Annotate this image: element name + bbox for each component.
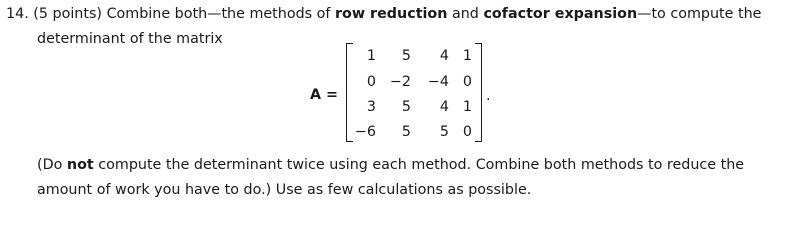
problem-number: 14. [6,6,29,22]
matrix-cell: 0 [462,124,472,140]
cofactor-expansion-term: cofactor expansion [483,6,638,22]
matrix-cell: 4 [439,48,449,64]
problem-line-2: determinant of the matrix [37,31,223,47]
matrix-right-bracket [475,43,482,142]
matrix-cell: 0 [366,74,376,90]
matrix-cell: 5 [401,124,411,140]
problem-text-1e: —to compute the [637,6,762,22]
row-reduction-term: row reduction [335,6,448,22]
problem-line-1 [6,6,761,22]
matrix-cell: 1 [462,48,472,64]
problem-text-1c: and [447,6,484,22]
note-text-1a: (Do [37,157,67,173]
matrix-cell: 5 [401,99,411,115]
matrix-cell: 5 [401,48,411,64]
note-line-1 [37,157,744,173]
note-line-2: amount of work you have to do.) Use as few calculations as possible. [37,182,532,198]
matrix-cell: 3 [366,99,376,115]
not-emphasis: not [66,157,94,173]
problem-text-1a: Combine both—the methods of [106,6,335,22]
matrix-period: . [486,88,491,104]
matrix-cell: −2 [389,74,411,90]
matrix-cell: 0 [462,74,472,90]
matrix-cell: −4 [427,74,449,90]
problem-points: (5 points) [33,6,103,22]
matrix-cell: 4 [439,99,449,115]
matrix-label: A = [310,87,339,103]
matrix-cell: 1 [366,48,376,64]
matrix-cell: −6 [354,124,376,140]
matrix-cell: 1 [462,99,472,115]
note-text-1c: compute the determinant twice using each method. Combine both methods to reduce the [93,157,745,173]
matrix-cell: 5 [439,124,449,140]
